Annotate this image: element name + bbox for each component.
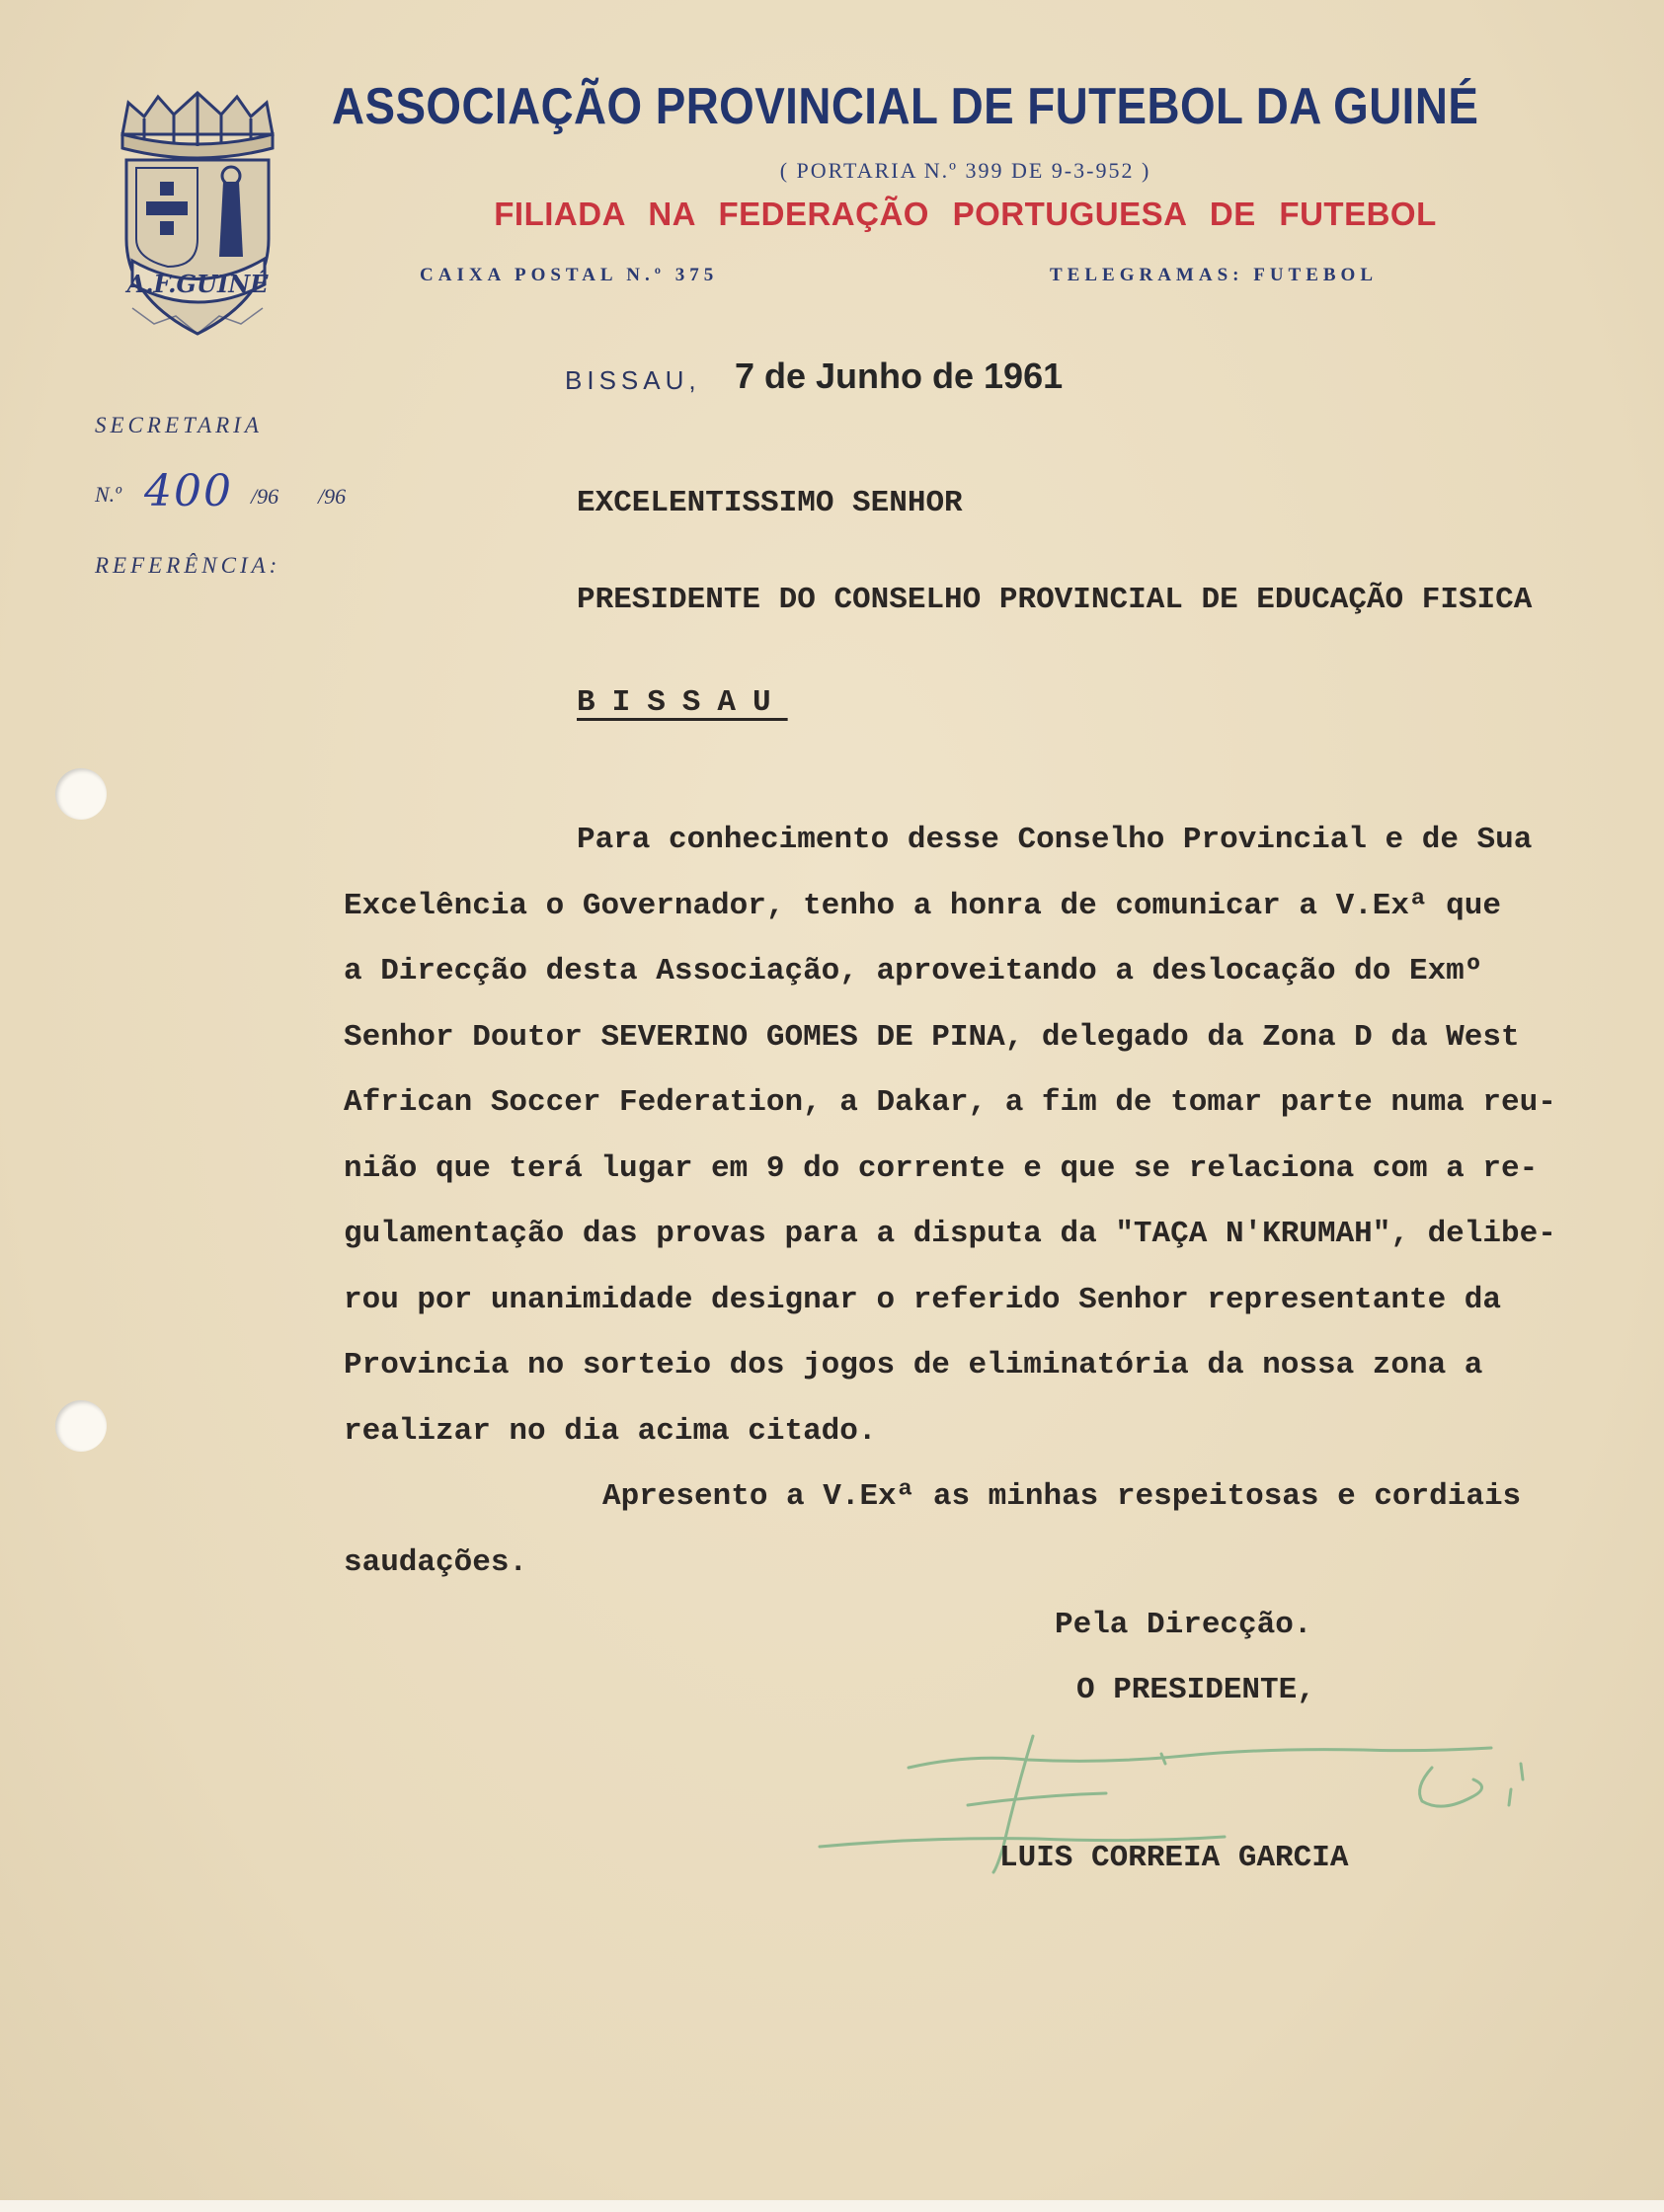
addressee-salutation: EXCELENTISSIMO SENHOR <box>577 486 963 520</box>
numero-handwritten: 400 <box>144 466 233 516</box>
crest-text: A.F.GUINÉ <box>126 270 269 298</box>
body-line: African Soccer Federation, a Dakar, a fim de tomar parte numa reu- <box>344 1085 1556 1120</box>
body-line: gulamentação das provas para a disputa da "TAÇA N'KRUMAH", delibe- <box>344 1217 1556 1251</box>
body-line: a Direcção desta Associação, aproveitando a deslocação do Exmº <box>344 954 1483 988</box>
postal-box: CAIXA POSTAL N.º 375 <box>420 265 719 285</box>
association-title: ASSOCIAÇÃO PROVINCIAL DE FUTEBOL DA GUINÉ <box>332 78 1479 135</box>
signature-pela-direccao: Pela Direcção. <box>1055 1608 1312 1642</box>
page-bottom-edge <box>0 2200 1664 2212</box>
body-line: Excelência o Governador, tenho a honra de comunicar a V.Exª que <box>344 888 1501 923</box>
referencia-label: REFERÊNCIA: <box>95 553 281 578</box>
telegram-address: TELEGRAMAS: FUTEBOL <box>1050 265 1379 285</box>
signature-role: O PRESIDENTE, <box>1076 1673 1315 1707</box>
portaria-line: ( PORTARIA N.º 399 DE 9-3-952 ) <box>779 158 1151 183</box>
federation-affiliation: FILIADA NA FEDERAÇÃO PORTUGUESA DE FUTEBOL <box>494 196 1437 232</box>
numero-year-2: /96 <box>318 484 347 509</box>
body-line: Provincia no sorteio dos jogos de eliminatória da nossa zona a <box>344 1348 1483 1382</box>
dateline-date: 7 de Junho de 1961 <box>735 356 1064 396</box>
numero-label: N.º <box>95 482 121 507</box>
numero-year-1: /96 <box>251 484 279 509</box>
body-line: nião que terá lugar em 9 do corrente e que se relaciona com a re- <box>344 1150 1539 1186</box>
closing-line: saudações. <box>344 1544 528 1580</box>
body-line: Senhor Doutor SEVERINO GOMES DE PINA, delegado da Zona D da West <box>344 1019 1520 1055</box>
addressee-title: PRESIDENTE DO CONSELHO PROVINCIAL DE EDUCAÇÃO FISICA <box>577 583 1533 617</box>
dateline-city: BISSAU, <box>565 365 701 395</box>
body-line: rou por unanimidade designar o referido Senhor representante da <box>344 1282 1501 1317</box>
closing-line: Apresento a V.Exª as minhas respeitosas e cordiais <box>602 1479 1522 1514</box>
signatory-name: LUIS CORREIA GARCIA <box>999 1841 1349 1875</box>
secretaria-label: SECRETARIA <box>95 413 263 437</box>
body-line: realizar no dia acima citado. <box>344 1413 877 1449</box>
letter-body <box>344 808 1647 1596</box>
punch-hole <box>55 768 107 820</box>
punch-hole <box>55 1400 107 1452</box>
addressee-city: BISSAU <box>577 685 788 720</box>
body-line: Para conhecimento desse Conselho Provincial e de Sua <box>577 823 1533 857</box>
